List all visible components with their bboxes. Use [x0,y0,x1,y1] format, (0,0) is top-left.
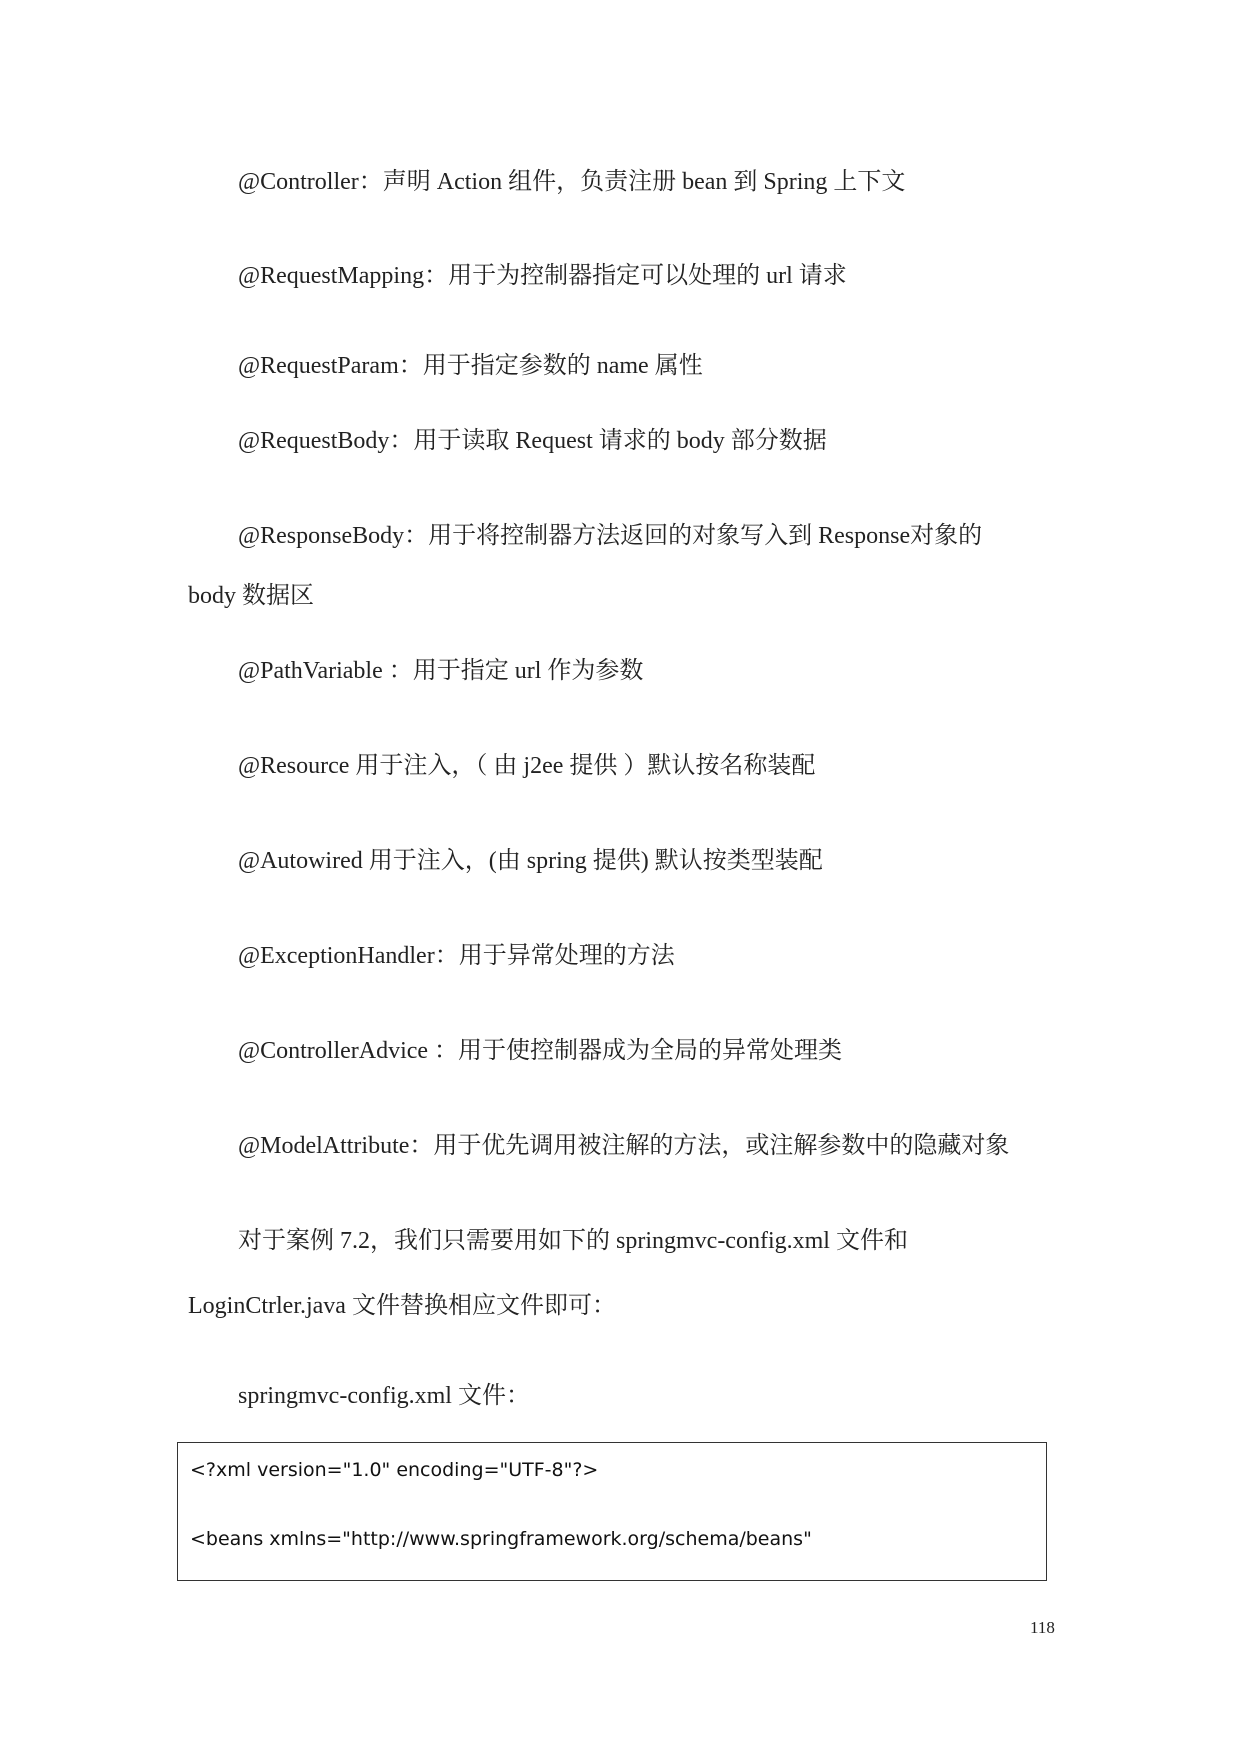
paragraph-request-body: @RequestBody：用于读取 Request 请求的 body 部分数据 [238,428,827,454]
code-block [177,1442,1047,1581]
page-number: 118 [1030,1618,1055,1637]
paragraph-case-intro: 对于案例 7.2，我们只需要用如下的 springmvc-config.xml 文件和 [238,1228,908,1254]
code-line-xml-declaration: <?xml version="1.0" encoding="UTF-8"?> [190,1459,599,1481]
paragraph-autowired: @Autowired 用于注入，(由 spring 提供) 默认按类型装配 [238,848,823,874]
paragraph-case-intro-continued: LoginCtrler.java 文件替换相应文件即可： [188,1293,616,1319]
paragraph-response-body-continued: body 数据区 [188,583,314,609]
paragraph-model-attribute: @ModelAttribute：用于优先调用被注解的方法，或注解参数中的隐藏对象 [238,1133,1010,1159]
paragraph-controller: @Controller：声明 Action 组件，负责注册 bean 到 Spring 上下文 [238,169,906,195]
paragraph-config-file-label: springmvc-config.xml 文件： [238,1383,530,1409]
paragraph-path-variable: @PathVariable ：用于指定 url 作为参数 [238,658,644,684]
paragraph-response-body: @ResponseBody：用于将控制器方法返回的对象写入到 Response对象的 [238,523,983,549]
paragraph-resource: @Resource 用于注入，（ 由 j2ee 提供 ）默认按名称装配 [238,753,816,779]
paragraph-controller-advice: @ControllerAdvice ：用于使控制器成为全局的异常处理类 [238,1038,843,1064]
paragraph-request-param: @RequestParam：用于指定参数的 name 属性 [238,353,703,379]
paragraph-exception-handler: @ExceptionHandler：用于异常处理的方法 [238,943,675,969]
paragraph-request-mapping: @RequestMapping：用于为控制器指定可以处理的 url 请求 [238,263,847,289]
code-line-beans-open: <beans xmlns="http://www.springframework.org/schema/beans" [190,1528,812,1550]
